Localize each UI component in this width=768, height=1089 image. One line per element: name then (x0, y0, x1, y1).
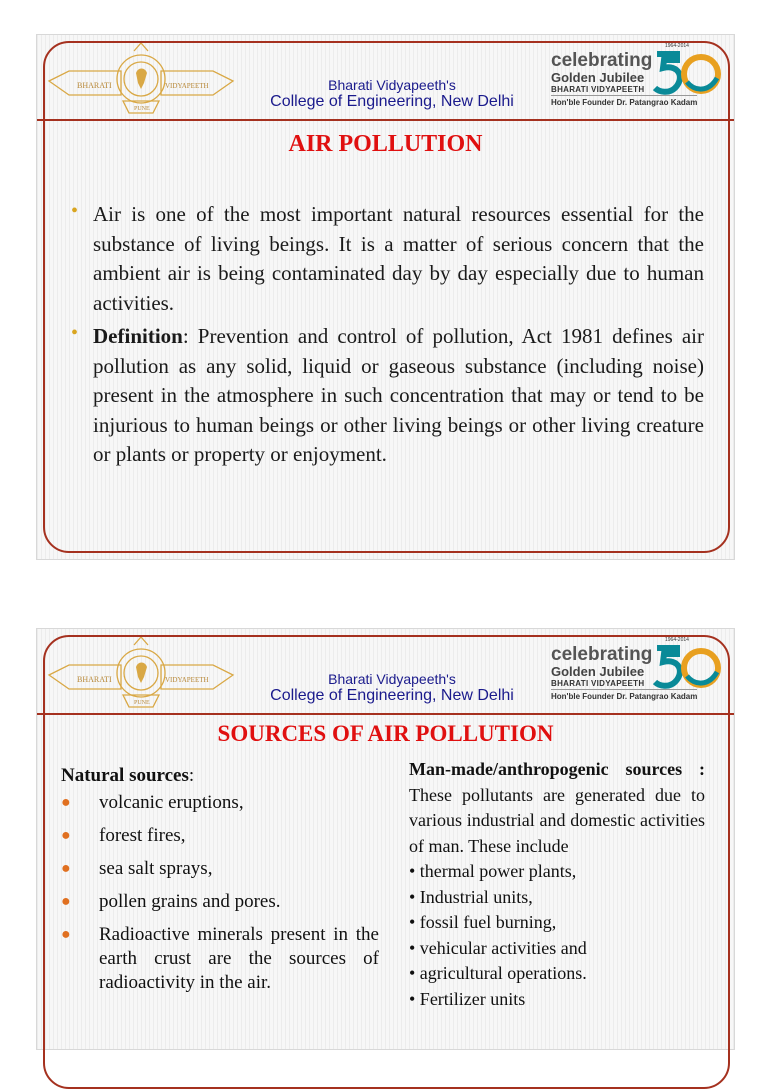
college-name (257, 671, 527, 705)
list-item: • agricultural operations. (409, 963, 587, 983)
jubilee-bv: BHARATI VIDYAPEETH (551, 85, 645, 94)
natural-sources-list (61, 791, 379, 995)
list-item-text: volcanic eruptions, (99, 792, 244, 813)
bharati-vidyapeeth-logo (45, 637, 237, 715)
bullet-icon: ● (61, 893, 71, 910)
logo-right-text: VIDYAPEETH (165, 82, 209, 90)
bullet-icon: • (71, 322, 79, 344)
list-item (61, 923, 379, 995)
logo-bottom-text: PUNE (134, 700, 150, 706)
natural-sources-column (61, 765, 379, 996)
jubilee-founder: Hon'ble Founder Dr. Patangrao Kadam (551, 689, 697, 703)
logo-bottom-text: PUNE (134, 106, 150, 112)
bullet-icon: ● (61, 926, 71, 943)
college-line-2: College of Engineering, New Delhi (270, 93, 514, 110)
manmade-sources-column (409, 757, 705, 1012)
jubilee-founder: Hon'ble Founder Dr. Patangrao Kadam (551, 95, 697, 109)
list-item-text: sea salt sprays, (99, 858, 213, 879)
college-line-1: Bharati Vidyapeeth's (328, 77, 456, 93)
list-item-text: pollen grains and pores. (99, 891, 281, 912)
college-name (257, 77, 527, 111)
jubilee-bv: BHARATI VIDYAPEETH (551, 679, 645, 688)
definition-label: Definition (93, 324, 183, 348)
list-item: • fossil fuel burning, (409, 912, 557, 932)
list-item (61, 890, 379, 914)
bharati-vidyapeeth-logo (45, 43, 237, 121)
logo-right-text: VIDYAPEETH (165, 676, 209, 684)
jubilee-celebrating: celebrating (551, 644, 653, 665)
fifty-years-logo-icon (651, 48, 723, 100)
definition-paragraph (93, 322, 704, 470)
list-item: • thermal power plants, (409, 861, 577, 881)
list-item (61, 824, 379, 848)
list-item (61, 857, 379, 881)
natural-heading-label: Natural sources (61, 765, 189, 786)
jubilee-years: 1964-2014 (665, 43, 689, 49)
slide-title: SOURCES OF AIR POLLUTION (217, 721, 554, 746)
bullet-icon: • (71, 200, 79, 222)
jubilee-years: 1964-2014 (665, 637, 689, 643)
slide-1 (36, 34, 735, 560)
jubilee-celebrating: celebrating (551, 50, 653, 71)
natural-sources-heading (61, 765, 379, 787)
list-item-text: Radioactive minerals present in the earth crust are the sources of radioactivity in the air. (99, 924, 379, 993)
list-item (61, 791, 379, 815)
logo-left-text: BHARATI (77, 675, 112, 684)
college-line-1: Bharati Vidyapeeth's (328, 671, 456, 687)
fifty-years-logo-icon (651, 642, 723, 694)
list-item-text: forest fires, (99, 825, 186, 846)
manmade-text: These pollutants are generated due to various industrial and domestic activities of man. These include (409, 784, 705, 856)
manmade-paragraph (409, 757, 705, 859)
college-line-2: College of Engineering, New Delhi (270, 687, 514, 704)
bullet-icon: ● (61, 860, 71, 877)
list-item: • Industrial units, (409, 886, 533, 907)
manmade-heading: Man-made/anthropogenic sources : (409, 759, 705, 779)
intro-paragraph: Air is one of the most important natural resources essential for the substance of living beings. It is a matter of serious concern that the ambient air is being contaminated day by day especially due to human activities. (93, 202, 704, 315)
logo-left-text: BHARATI (77, 81, 112, 90)
list-item: • Fertilizer units (409, 988, 526, 1009)
list-item: • vehicular activities and (409, 937, 587, 958)
jubilee-golden: Golden Jubilee (551, 70, 645, 85)
bullet-icon: ● (61, 827, 71, 844)
slide-title: AIR POLLUTION (288, 131, 483, 157)
natural-heading-colon: : (188, 765, 195, 786)
definition-text: : Prevention and control of pollution, Act 1981 defines air pollution as any solid, liquid or gaseous substance (including noise) present in the atmosphere in such concentration that may or tend to be injurious to human beings or other living beings or other living creature or plants or property or enjoyment. (93, 324, 704, 466)
jubilee-golden: Golden Jubilee (551, 664, 645, 679)
bullet-icon: ● (61, 794, 71, 811)
slide-2 (36, 628, 735, 1050)
